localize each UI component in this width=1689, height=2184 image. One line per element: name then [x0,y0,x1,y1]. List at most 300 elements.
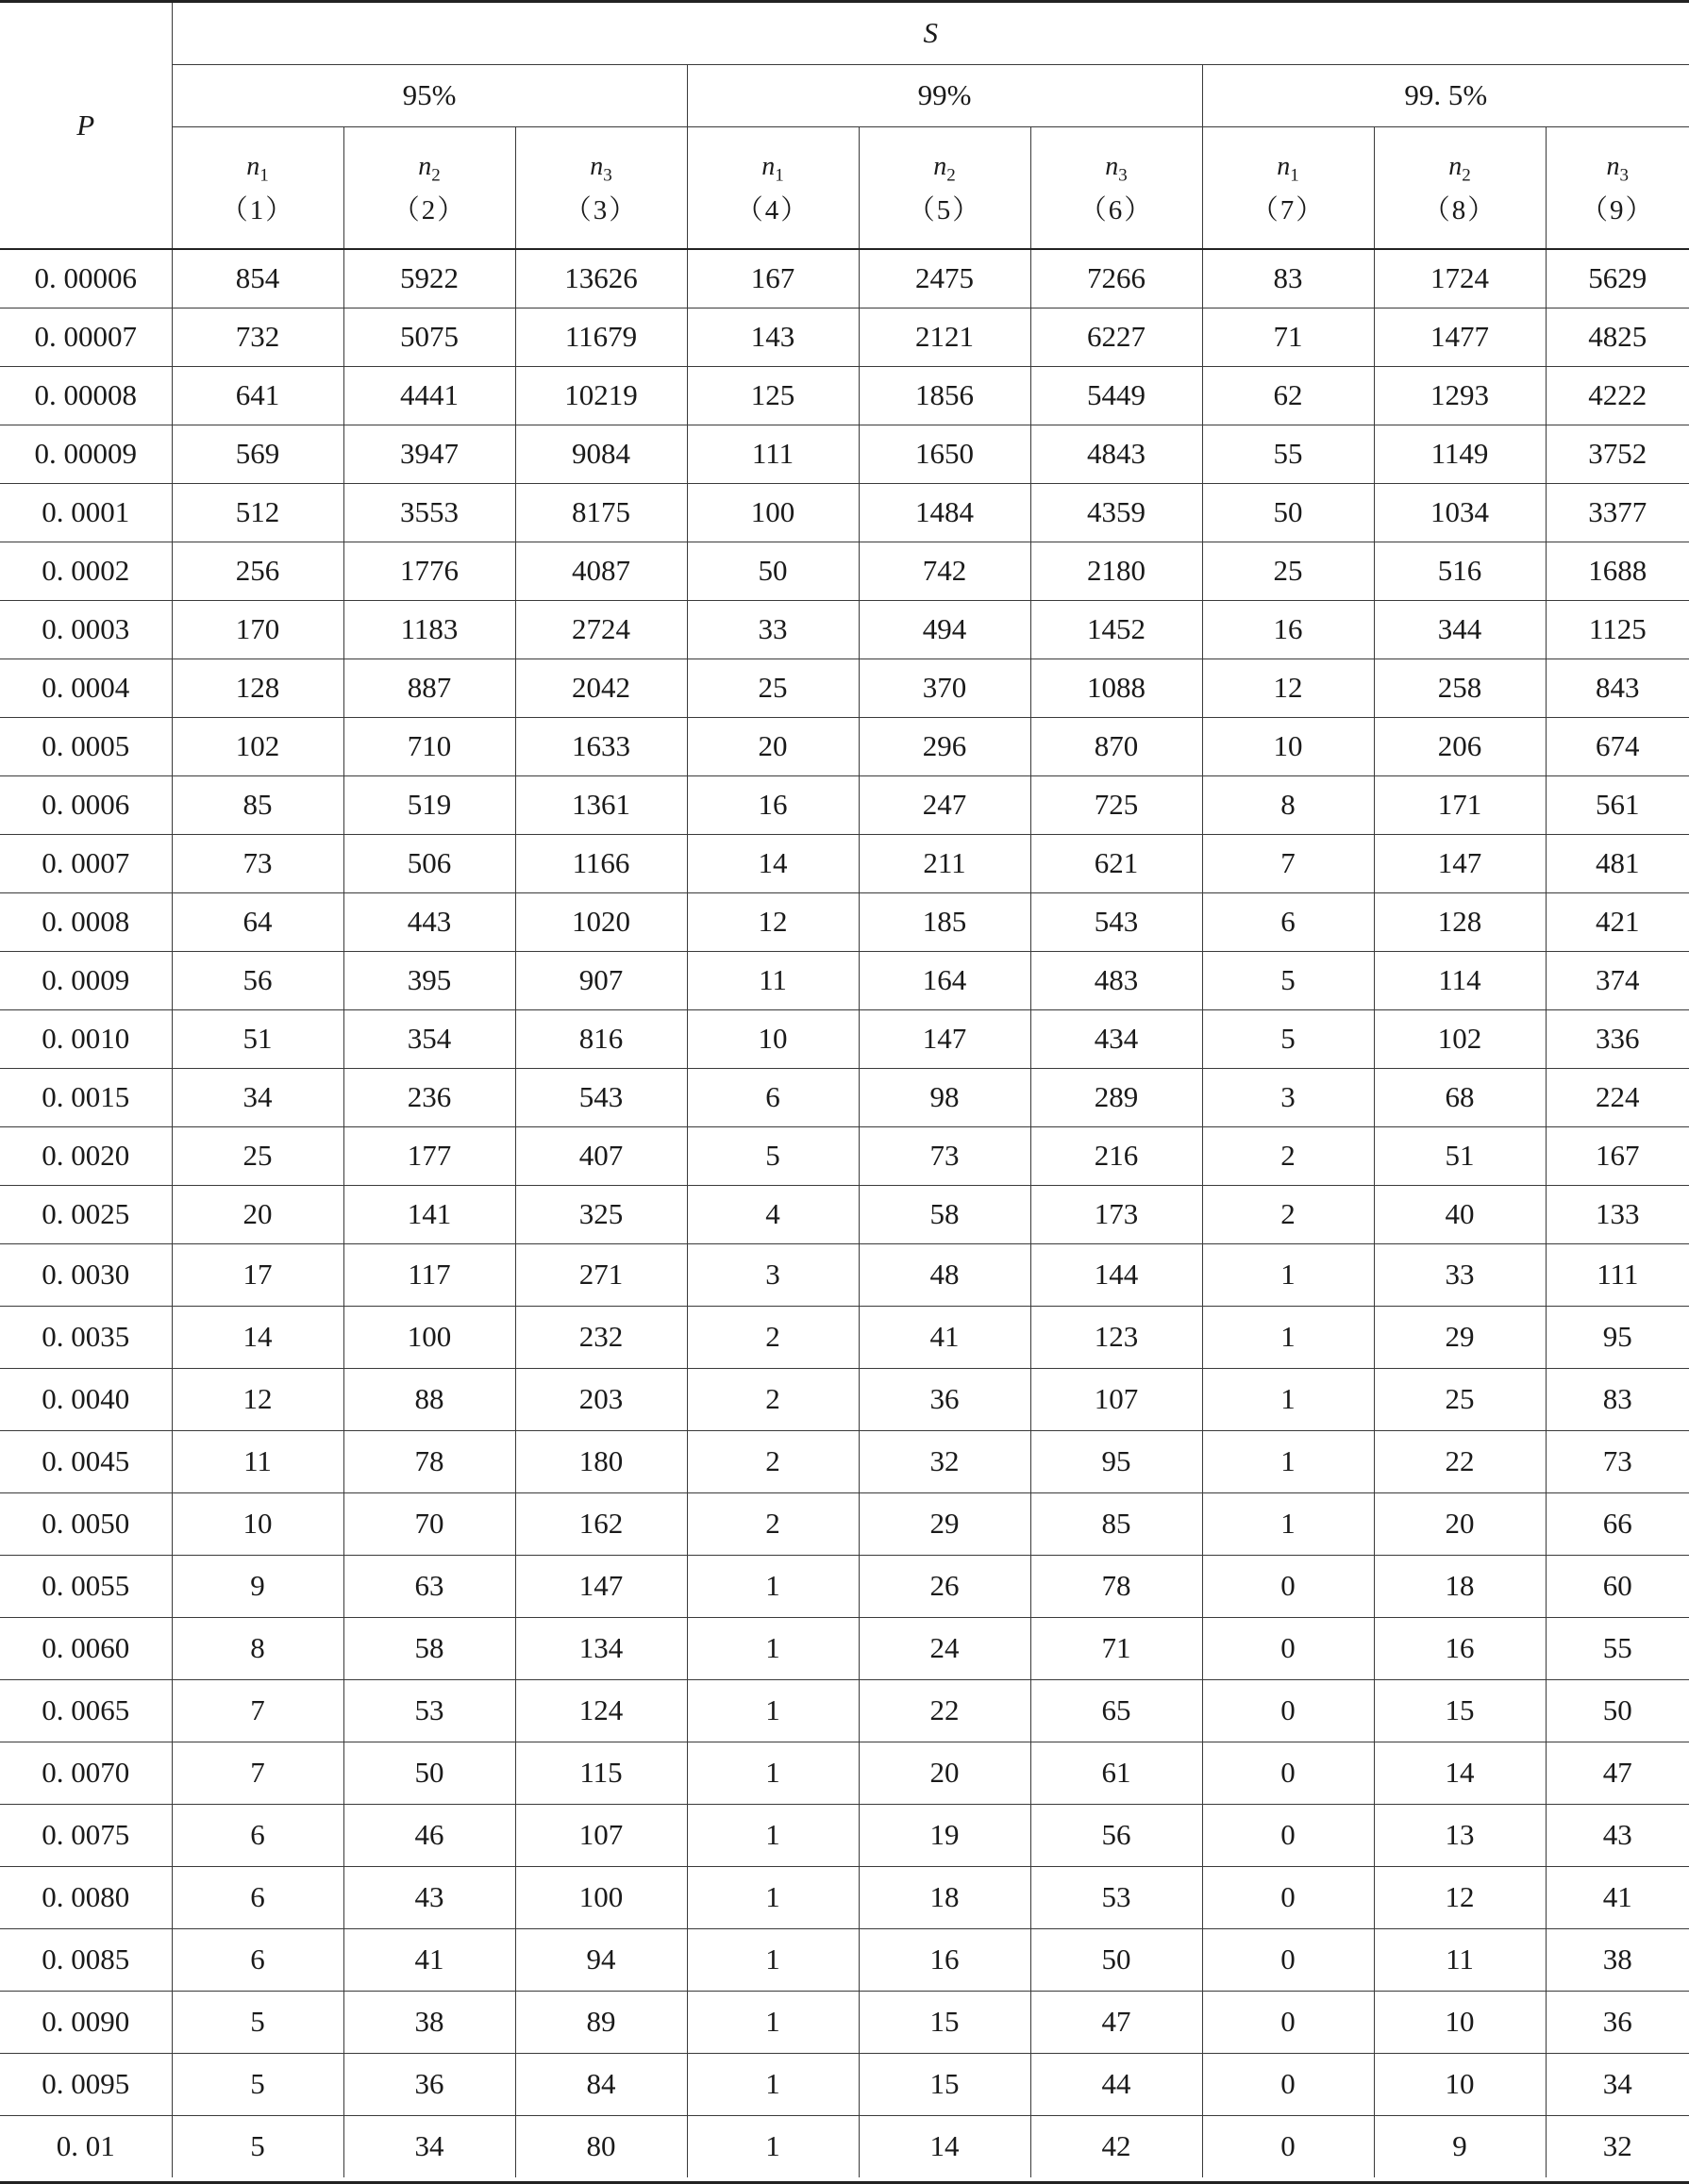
table-cell: 1183 [343,600,515,659]
p-value-cell: 0. 01 [0,2115,172,2177]
table-cell: 289 [1030,1068,1202,1126]
table-cell: 133 [1546,1185,1689,1243]
variable-subscript: 3 [603,165,612,186]
table-cell: 7 [172,1679,343,1742]
table-cell: 147 [859,1009,1030,1068]
table-row [0,249,1689,308]
column-subheader [1202,126,1374,249]
table-cell: 296 [859,717,1030,775]
table-cell: 344 [1374,600,1546,659]
table-cell: 258 [1374,659,1546,717]
table-cell: 434 [1030,1009,1202,1068]
table-row [0,1742,1689,1804]
table-cell: 1 [687,1866,859,1928]
table-cell: 1 [687,1679,859,1742]
column-subheader [859,126,1030,249]
table-cell: 98 [859,1068,1030,1126]
table-row [0,1368,1689,1430]
table-cell: 870 [1030,717,1202,775]
table-cell: 569 [172,425,343,483]
table-cell: 20 [172,1185,343,1243]
table-cell: 64 [172,892,343,951]
table-cell: 256 [172,542,343,600]
table-row [0,425,1689,483]
p-value-cell: 0. 0007 [0,834,172,892]
p-value-cell: 0. 0045 [0,1430,172,1492]
table-cell: 3377 [1546,483,1689,542]
p-value-cell: 0. 0095 [0,2053,172,2115]
s-label: S [923,16,939,50]
table-cell: 12 [1202,659,1374,717]
table-cell: 236 [343,1068,515,1126]
table-cell: 177 [343,1126,515,1185]
table-cell: 16 [687,775,859,834]
p-value-cell: 0. 0025 [0,1185,172,1243]
table-cell: 1 [687,1555,859,1617]
table-cell: 232 [515,1306,687,1368]
table-cell: 336 [1546,1009,1689,1068]
table-cell: 0 [1202,2053,1374,2115]
p-value-cell: 0. 00008 [0,366,172,425]
column-subheader [172,126,343,249]
p-value-cell: 0. 0015 [0,1068,172,1126]
table-cell: 26 [859,1555,1030,1617]
table-cell: 9 [172,1555,343,1617]
table-cell: 16 [859,1928,1030,1991]
table-cell: 40 [1374,1185,1546,1243]
table-cell: 32 [859,1430,1030,1492]
table-cell: 4825 [1546,308,1689,366]
table-cell: 51 [1374,1126,1546,1185]
p-value-cell: 0. 0009 [0,951,172,1009]
table-cell: 1776 [343,542,515,600]
table-row [0,1306,1689,1368]
table-cell: 1088 [1030,659,1202,717]
table-cell: 83 [1202,249,1374,308]
p-value-cell: 0. 0065 [0,1679,172,1742]
table-cell: 107 [1030,1368,1202,1430]
table-cell: 6 [1202,892,1374,951]
table-cell: 34 [343,2115,515,2177]
table-row [0,1866,1689,1928]
table-cell: 144 [1030,1243,1202,1306]
table-cell: 2 [1202,1126,1374,1185]
table-cell: 80 [515,2115,687,2177]
table-cell: 621 [1030,834,1202,892]
table-cell: 407 [515,1126,687,1185]
table-cell: 14 [687,834,859,892]
table-row [0,717,1689,775]
table-cell: 506 [343,834,515,892]
p-value-cell: 0. 0075 [0,1804,172,1866]
table-cell: 71 [1030,1617,1202,1679]
table-cell: 5 [172,1991,343,2053]
table-row [0,1492,1689,1555]
table-cell: 9 [1374,2115,1546,2177]
table-cell: 12 [687,892,859,951]
table-cell: 41 [859,1306,1030,1368]
table-row [0,892,1689,951]
table-cell: 1 [687,1991,859,2053]
table-cell: 20 [859,1742,1030,1804]
table-cell: 50 [1030,1928,1202,1991]
table-cell: 51 [172,1009,343,1068]
table-cell: 16 [1374,1617,1546,1679]
p-value-cell: 0. 0005 [0,717,172,775]
p-value-cell: 0. 00006 [0,249,172,308]
table-cell: 2042 [515,659,687,717]
table-cell: 100 [343,1306,515,1368]
table-cell: 85 [1030,1492,1202,1555]
table-cell: 1125 [1546,600,1689,659]
table-cell: 94 [515,1928,687,1991]
table-cell: 167 [687,249,859,308]
table-cell: 15 [859,1991,1030,2053]
table-cell: 11679 [515,308,687,366]
column-subheader [515,126,687,249]
table-row [0,834,1689,892]
table-cell: 56 [172,951,343,1009]
column-subheader [1546,126,1689,249]
table-cell: 2 [687,1368,859,1430]
table-cell: 50 [687,542,859,600]
table-row [0,951,1689,1009]
table-cell: 1688 [1546,542,1689,600]
table-row [0,1928,1689,1991]
p-column-header [0,3,172,249]
table-cell: 14 [1374,1742,1546,1804]
confidence-header: 99. 5% [1202,64,1689,126]
table-row [0,1679,1689,1742]
variable-label: $n_2$ [933,152,956,186]
table-cell: 0 [1202,1617,1374,1679]
table-cell: 854 [172,249,343,308]
table-cell: 73 [172,834,343,892]
table-cell: 20 [687,717,859,775]
table-cell: 7266 [1030,249,1202,308]
table-cell: 742 [859,542,1030,600]
table-cell: 13626 [515,249,687,308]
table-cell: 36 [859,1368,1030,1430]
table-row [0,542,1689,600]
table-row [0,1804,1689,1866]
table-cell: 0 [1202,1555,1374,1617]
table-row [0,659,1689,717]
table-cell: 519 [343,775,515,834]
p-value-cell: 0. 0008 [0,892,172,951]
variable-subscript: 1 [1290,165,1299,186]
p-value-cell: 0. 0010 [0,1009,172,1068]
p-value-cell: 0. 0035 [0,1306,172,1368]
variable-subscript: 2 [946,165,956,186]
table-cell: 4 [687,1185,859,1243]
table-cell: 85 [172,775,343,834]
variable-subscript: 1 [775,165,784,186]
table-cell: 206 [1374,717,1546,775]
table-cell: 53 [1030,1866,1202,1928]
table-cell: 1 [687,1804,859,1866]
table-cell: 2724 [515,600,687,659]
table-cell: 123 [1030,1306,1202,1368]
table-cell: 185 [859,892,1030,951]
column-number: （2） [392,195,467,226]
table-row [0,1555,1689,1617]
table-cell: 25 [1374,1368,1546,1430]
table-row [0,1617,1689,1679]
table-cell: 816 [515,1009,687,1068]
table-row [0,1430,1689,1492]
table-cell: 0 [1202,1804,1374,1866]
table-cell: 2475 [859,249,1030,308]
column-number: （9） [1580,195,1655,226]
table-cell: 73 [1546,1430,1689,1492]
table-cell: 6 [172,1928,343,1991]
table-cell: 70 [343,1492,515,1555]
table-cell: 22 [1374,1430,1546,1492]
table-cell: 203 [515,1368,687,1430]
table-cell: 66 [1546,1492,1689,1555]
table-cell: 271 [515,1243,687,1306]
p-value-cell: 0. 00007 [0,308,172,366]
table-cell: 32 [1546,2115,1689,2177]
table-cell: 95 [1030,1430,1202,1492]
table-cell: 370 [859,659,1030,717]
table-cell: 1 [687,2115,859,2177]
table-cell: 3752 [1546,425,1689,483]
table-cell: 1724 [1374,249,1546,308]
table-cell: 20 [1374,1492,1546,1555]
table-cell: 25 [172,1126,343,1185]
table-cell: 62 [1202,366,1374,425]
column-subheader [343,126,515,249]
table-cell: 8 [172,1617,343,1679]
variable-subscript: 3 [1619,165,1630,186]
variable-label: $n_1$ [761,152,784,186]
table-cell: 44 [1030,2053,1202,2115]
table-cell: 19 [859,1804,1030,1866]
table-cell: 1856 [859,366,1030,425]
table-cell: 10219 [515,366,687,425]
table-row [0,1126,1689,1185]
table-cell: 10 [687,1009,859,1068]
variable-subscript: 3 [1118,165,1128,186]
table-cell: 125 [687,366,859,425]
table-row [0,600,1689,659]
p-label: P [76,108,95,142]
column-number: （1） [220,195,295,226]
column-number: （8） [1422,195,1497,226]
variable-label: $n_2$ [1448,152,1471,186]
table-cell: 14 [859,2115,1030,2177]
table-cell: 134 [515,1617,687,1679]
table-cell: 50 [343,1742,515,1804]
table-cell: 0 [1202,1679,1374,1742]
table-cell: 1 [687,1742,859,1804]
table-cell: 16 [1202,600,1374,659]
table-cell: 36 [1546,1991,1689,2053]
table-cell: 162 [515,1492,687,1555]
table-cell: 10 [1374,2053,1546,2115]
s-header [172,3,1689,64]
table-cell: 1452 [1030,600,1202,659]
table-cell: 1633 [515,717,687,775]
p-value-cell: 0. 00009 [0,425,172,483]
table-cell: 25 [687,659,859,717]
table-cell: 48 [859,1243,1030,1306]
table-cell: 710 [343,717,515,775]
table-cell: 2180 [1030,542,1202,600]
table-cell: 7 [172,1742,343,1804]
table-cell: 50 [1546,1679,1689,1742]
table-cell: 5449 [1030,366,1202,425]
table-row [0,1185,1689,1243]
table-cell: 3 [1202,1068,1374,1126]
table-cell: 5922 [343,249,515,308]
table-cell: 11 [687,951,859,1009]
table-cell: 543 [515,1068,687,1126]
table-cell: 0 [1202,1742,1374,1804]
table-cell: 15 [859,2053,1030,2115]
table-cell: 89 [515,1991,687,2053]
p-value-cell: 0. 0004 [0,659,172,717]
column-subheader [687,126,859,249]
table-cell: 1650 [859,425,1030,483]
p-value-cell: 0. 0080 [0,1866,172,1928]
variable-label: $n_3$ [1105,152,1128,186]
table-cell: 5 [687,1126,859,1185]
table-cell: 1 [687,2053,859,2115]
table-cell: 53 [343,1679,515,1742]
table-cell: 115 [515,1742,687,1804]
table-cell: 71 [1202,308,1374,366]
table-cell: 47 [1546,1742,1689,1804]
p-value-cell: 0. 0001 [0,483,172,542]
table-cell: 6 [172,1804,343,1866]
table-cell: 167 [1546,1126,1689,1185]
table-row [0,775,1689,834]
table-cell: 1 [687,1928,859,1991]
table-cell: 1477 [1374,308,1546,366]
variable-label: $n_2$ [418,152,441,186]
table-cell: 2 [687,1430,859,1492]
table-cell: 325 [515,1185,687,1243]
variable-subscript: 1 [259,165,269,186]
column-number: （4） [735,195,811,226]
table-cell: 211 [859,834,1030,892]
table-row [0,2053,1689,2115]
table-cell: 374 [1546,951,1689,1009]
table-cell: 0 [1202,1928,1374,1991]
p-value-cell: 0. 0085 [0,1928,172,1991]
table-row [0,1243,1689,1306]
p-value-cell: 0. 0030 [0,1243,172,1306]
table-cell: 1361 [515,775,687,834]
table-cell: 1166 [515,834,687,892]
table-cell: 483 [1030,951,1202,1009]
table-cell: 128 [172,659,343,717]
table-cell: 1 [1202,1243,1374,1306]
table-cell: 1020 [515,892,687,951]
confidence-header: 99% [687,64,1202,126]
table-cell: 0 [1202,1866,1374,1928]
table-cell: 147 [1374,834,1546,892]
variable-subscript: 2 [1462,165,1471,186]
table-cell: 8 [1202,775,1374,834]
table-cell: 1 [1202,1368,1374,1430]
table-cell: 60 [1546,1555,1689,1617]
table-cell: 395 [343,951,515,1009]
table-cell: 68 [1374,1068,1546,1126]
table-cell: 5 [1202,951,1374,1009]
table-cell: 725 [1030,775,1202,834]
table-cell: 1 [1202,1430,1374,1492]
table-cell: 5075 [343,308,515,366]
table-cell: 443 [343,892,515,951]
table-cell: 421 [1546,892,1689,951]
table-cell: 543 [1030,892,1202,951]
table-cell: 95 [1546,1306,1689,1368]
table-cell: 10 [1202,717,1374,775]
table-cell: 1149 [1374,425,1546,483]
table-cell: 33 [687,600,859,659]
table-cell: 9084 [515,425,687,483]
table-cell: 14 [172,1306,343,1368]
p-value-cell: 0. 0020 [0,1126,172,1185]
column-number: （7） [1250,195,1326,226]
table-cell: 732 [172,308,343,366]
table-cell: 100 [515,1866,687,1928]
table-cell: 4359 [1030,483,1202,542]
table-cell: 887 [343,659,515,717]
table-cell: 111 [1546,1243,1689,1306]
p-value-cell: 0. 0040 [0,1368,172,1430]
table-cell: 73 [859,1126,1030,1185]
table-cell: 3 [687,1243,859,1306]
table-cell: 111 [687,425,859,483]
table-cell: 6 [172,1866,343,1928]
p-value-cell: 0. 0002 [0,542,172,600]
p-value-cell: 0. 0055 [0,1555,172,1617]
variable-label: $n_1$ [246,152,269,186]
p-value-cell: 0. 0050 [0,1492,172,1555]
column-subheader [1030,126,1202,249]
table-cell: 2121 [859,308,1030,366]
table-cell: 641 [172,366,343,425]
table-cell: 1484 [859,483,1030,542]
table-row [0,1068,1689,1126]
table-cell: 561 [1546,775,1689,834]
table-cell: 84 [515,2053,687,2115]
column-number: （5） [907,195,982,226]
table-cell: 4441 [343,366,515,425]
p-value-cell: 0. 0070 [0,1742,172,1804]
table-cell: 5 [172,2053,343,2115]
table-cell: 5 [1202,1009,1374,1068]
table-cell: 11 [172,1430,343,1492]
table-cell: 88 [343,1368,515,1430]
table-cell: 141 [343,1185,515,1243]
table-cell: 10 [172,1492,343,1555]
table-cell: 907 [515,951,687,1009]
table-cell: 216 [1030,1126,1202,1185]
table-cell: 12 [1374,1866,1546,1928]
table-cell: 15 [1374,1679,1546,1742]
table-cell: 10 [1374,1991,1546,2053]
column-number: （3） [563,195,639,226]
table-cell: 143 [687,308,859,366]
table-cell: 1 [687,1617,859,1679]
table-cell: 117 [343,1243,515,1306]
